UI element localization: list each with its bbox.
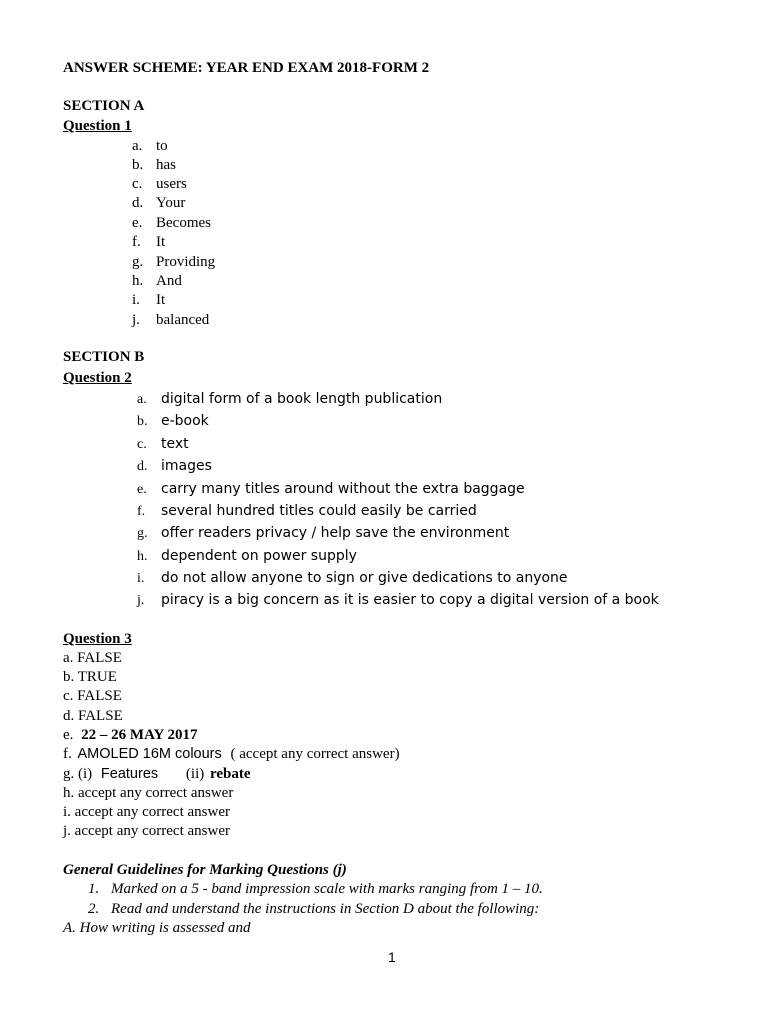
question-3-answer-b: b. TRUE — [63, 669, 117, 685]
page-number: 1 — [388, 949, 396, 965]
answer-text: text — [161, 436, 189, 452]
guideline-item-2 — [88, 902, 539, 917]
answer-letter: e. — [137, 482, 147, 497]
question-2-answer-9 — [137, 570, 568, 586]
guideline-item-1-text: Marked on a 5 - band impression scale with marks ranging from 1 – 10. — [111, 881, 543, 897]
answer-text: It — [156, 234, 166, 250]
answer-letter: b. — [137, 414, 148, 429]
question-1-answer-7 — [132, 255, 215, 270]
answer-text: to — [156, 138, 168, 154]
question-1-answer-5 — [132, 216, 211, 231]
question-2-answer-1 — [137, 391, 442, 407]
question-3-answer-h: h. accept any correct answer — [63, 785, 234, 801]
answer-text: images — [161, 458, 212, 474]
answer-f-prefix: f. — [63, 746, 72, 762]
question-2-answer-4 — [137, 458, 212, 474]
answer-letter: e. — [132, 215, 143, 231]
question-3-answer-i: i. accept any correct answer — [63, 804, 230, 820]
answer-text: It — [156, 292, 166, 308]
question-2-answer-7 — [137, 525, 509, 541]
question-3-answer-f — [63, 747, 400, 762]
answer-e-prefix: e. — [63, 727, 74, 743]
answer-text: several hundred titles could easily be carried — [161, 503, 477, 519]
question-1-answer-4 — [132, 196, 185, 211]
answer-text: balanced — [156, 312, 210, 328]
question-3-answer-c: c. FALSE — [63, 688, 122, 704]
question-1-answer-9 — [132, 293, 165, 308]
answer-letter: a. — [137, 392, 147, 407]
question-2-answer-3 — [137, 436, 189, 452]
answer-text: dependent on power supply — [161, 548, 357, 564]
answer-text: piracy is a big concern as it is easier to copy a digital version of a book — [161, 592, 659, 608]
question-1-answer-8 — [132, 274, 182, 289]
answer-letter: j. — [132, 312, 140, 328]
question-3-heading: Question 3 — [63, 631, 132, 647]
question-1-answer-10 — [132, 313, 209, 328]
answer-text: e-book — [161, 413, 209, 429]
question-1-answer-2 — [132, 158, 176, 173]
guideline-item-1-number: 1. — [88, 881, 100, 897]
answer-text: Providing — [156, 254, 216, 270]
answer-letter: g. — [132, 254, 144, 270]
question-2-answer-2 — [137, 413, 209, 429]
answer-letter: c. — [137, 437, 147, 452]
answer-text: And — [156, 273, 182, 289]
answer-text: do not allow anyone to sign or give dedications to anyone — [161, 570, 568, 586]
answer-g-value-1: Features — [100, 766, 159, 782]
answer-letter: c. — [132, 176, 143, 192]
answer-letter: a. — [132, 138, 143, 154]
answer-text: offer readers privacy / help save the environment — [161, 525, 510, 541]
guideline-item-2-text: Read and understand the instructions in Section D about the following: — [111, 901, 540, 917]
question-3-answer-a: a. FALSE — [63, 650, 122, 666]
answer-letter: i. — [137, 571, 145, 586]
answer-f-note: ( accept any correct answer) — [230, 746, 400, 762]
answer-letter: i. — [132, 292, 140, 308]
question-2-answer-6 — [137, 503, 477, 519]
question-3-answer-g — [63, 767, 251, 782]
answer-letter: d. — [132, 195, 144, 211]
section-b-heading: SECTION B — [63, 349, 145, 365]
answer-text: Becomes — [156, 215, 211, 231]
question-3-answer-j: j. accept any correct answer — [63, 823, 230, 839]
answer-g-prefix: g. (i) — [63, 766, 93, 782]
question-1-heading: Question 1 — [63, 118, 132, 134]
section-a-heading: SECTION A — [63, 98, 145, 114]
question-1-answer-3 — [132, 177, 187, 192]
answer-g-mid: (ii) — [185, 766, 205, 782]
answer-e-value: 22 – 26 MAY 2017 — [81, 727, 198, 743]
guidelines-heading: General Guidelines for Marking Questions (j) — [63, 862, 347, 878]
guideline-item-2-number: 2. — [88, 901, 100, 917]
document-title: ANSWER SCHEME: YEAR END EXAM 2018-FORM 2 — [63, 60, 430, 76]
answer-f-value: AMOLED 16M colours — [77, 746, 222, 762]
answer-letter: b. — [132, 157, 144, 173]
question-2-answer-5 — [137, 481, 525, 497]
answer-text: carry many titles around without the extra baggage — [161, 481, 525, 497]
answer-letter: h. — [137, 549, 148, 564]
question-1-answer-6 — [132, 235, 165, 250]
question-3-answer-e — [63, 728, 198, 743]
question-1-answer-1 — [132, 139, 168, 154]
question-2-answer-8 — [137, 548, 357, 564]
answer-text: digital form of a book length publication — [161, 391, 443, 407]
answer-g-value-2: rebate — [209, 766, 251, 782]
question-2-answer-10 — [137, 592, 659, 608]
question-2-heading: Question 2 — [63, 370, 132, 386]
answer-letter: d. — [137, 459, 148, 474]
answer-letter: f. — [132, 234, 141, 250]
answer-letter: f. — [137, 504, 146, 519]
answer-text: has — [156, 157, 176, 173]
answer-letter: h. — [132, 273, 144, 289]
guideline-item-1 — [88, 882, 543, 897]
answer-text: users — [156, 176, 187, 192]
answer-text: Your — [156, 195, 186, 211]
guideline-sub-a: A. How writing is assessed and — [63, 920, 251, 936]
question-3-answer-d: d. FALSE — [63, 708, 123, 724]
answer-letter: g. — [137, 526, 148, 541]
answer-letter: j. — [137, 593, 145, 608]
